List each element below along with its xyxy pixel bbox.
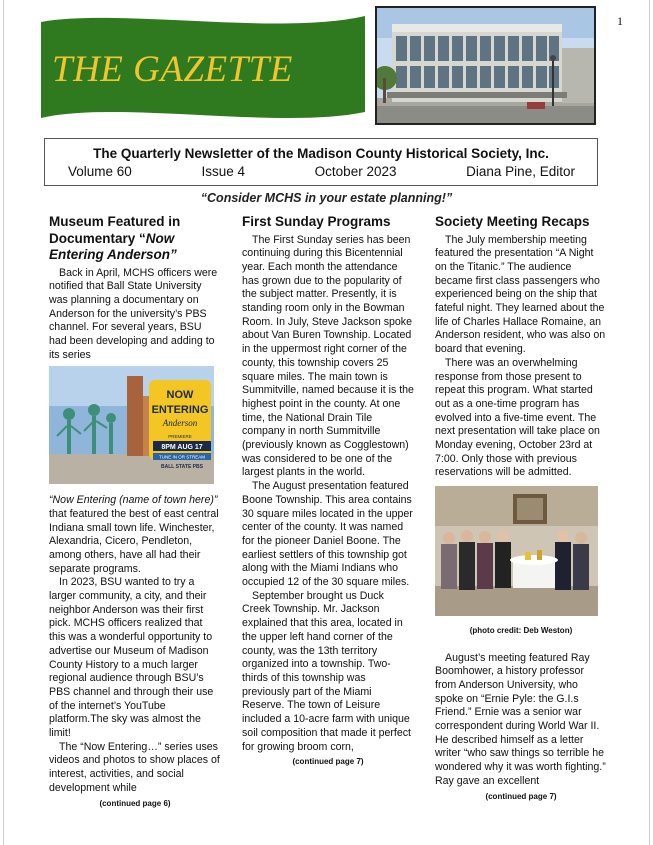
masthead-title: THE GAZETTE [52,49,293,90]
issue-date: October 2023 [314,164,397,179]
building-photo [375,6,596,125]
society-meeting-headline: Society Meeting Recaps [435,214,590,229]
society-paragraph-2: There was an overwhelming response from those present to repeat this program. What started out as a one-time program has evolved into a five-time event. The next presentation will take place on Monday evening, October 23rd at 7:00. Only those with previous reservations will be admitted. [435,356,600,479]
masthead-banner [38,12,368,124]
museum-paragraph-4: The “Now Entering…” series uses videos and photos to show places of interest, activities, and social development while [49,740,220,794]
promo-text-anderson: Anderson [162,418,198,429]
volume: Volume 60 [68,164,132,179]
first-sunday-paragraph-3: September brought us Duck Creek Township. Mr. Jackson explained that this area, located in the upper left hand corner of the county, was the 13th territory organized into a township. Two-thirds of this township was previously part of the Miami Reserve. The town of Leisure included a 10-acre farm with unique soil composition that made it perfect for growing broom corn, [242,589,411,753]
promo-text-station: BALL STATE PBS [161,464,203,471]
editor: Diana Pine, Editor [466,164,575,179]
promo-text-now: NOW [166,389,194,402]
column-first-sunday [242,214,414,769]
museum-continued: (continued page 6) [99,798,171,808]
now-entering-promo-image [49,366,221,489]
promo-text-airtime: 8PM AUG 17 [161,444,203,452]
titanic-event-photo [435,486,607,621]
newsletter-subtitle: The Quarterly Newsletter of the Madison County Historical Society, Inc. [93,146,549,161]
museum-headline: Museum Featured in Documentary “Now Entering Anderson” [49,214,181,262]
issue-info-row [68,164,575,179]
first-sunday-continued: (continued page 7) [292,757,364,767]
museum-paragraph-1: Back in April, MCHS officers were notified that Ball State University was planning a documentary on Anderson for the university’s PBS channel. For several years, BSU had been developing and adding to its series [49,266,218,361]
newsletter-info-box [44,138,598,186]
first-sunday-headline: First Sunday Programs [242,214,391,229]
promo-text-premiere: PREMIERE [168,434,192,440]
tagline: “Consider MCHS in your estate planning!” [200,191,453,205]
museum-paragraph-3: In 2023, BSU wanted to try a larger community, a city, and their neighbor Anderson was their first pick. MCHS officers realized that this was a wonderful opportunity to advertise our Museum of Madison County History to a much larger regional audience through BSU’s PBS channel and through their use of the internet’s YouTube platform.The sky was almost the limit! [49,576,214,740]
society-paragraph-3: August’s meeting featured Ray Boomhower, a history professor from Anderson University, who spoke on “Ernie Pyle: the G.I.s Friend.” Ernie was a senior war correspondent during World War II. He described himself as a letter writer “who saw things so terrible he wondered why it was worth fighting.” Ray gave an excellent [435,651,606,787]
museum-paragraph-2: “Now Entering (name of town here)” that featured the best of east central Indiana small town life. Winchester, Alexandria, Cicero, Pendleton, among others, have all had their separate programs. [49,494,219,575]
column-society-meeting [435,214,607,803]
first-sunday-paragraph-1: The First Sunday series has been continuing during this Bicentennial year. Each month the attendance has grown due to the popularity of the subject matter. Presently, it is standing room only in the Bowman Room. In July, Steve Jackson spoke about Van Buren Township. Located in the uppermost right corner of the county, this township covers 25 square miles. The main town is Summitville, named because it is the highest point in the county. At one time, the National Drain Tile company in north Summitville (previously known as Cogglestown) was considered to be one of the largest plants in the world. [242,233,414,479]
column-museum [49,214,221,810]
society-continued: (continued page 7) [485,791,557,801]
first-sunday-paragraph-2: The August presentation featured Boone Township. This area contains 30 square miles located in the upper center of the county. It was named for the pioneer Daniel Boone. The earliest settlers of this township got along with the Miami Indians who occupied 12 of the 30 square miles. [242,480,413,589]
society-paragraph-1: The July membership meeting featured the presentation “A Night on the Titanic.” The audience became first class passengers who experienced being on the ship that fateful night. They learned about the life of Charles Hallace Romaine, an Anderson resident, who was also on board that evening. [435,233,606,356]
promo-text-entering: ENTERING [151,404,209,417]
page-number: 1 [617,14,623,28]
promo-text-tune-in: TUNE IN OR STREAM [158,454,206,460]
issue: Issue 4 [201,164,245,179]
photo-credit: (photo credit: Deb Weston) [469,625,573,635]
